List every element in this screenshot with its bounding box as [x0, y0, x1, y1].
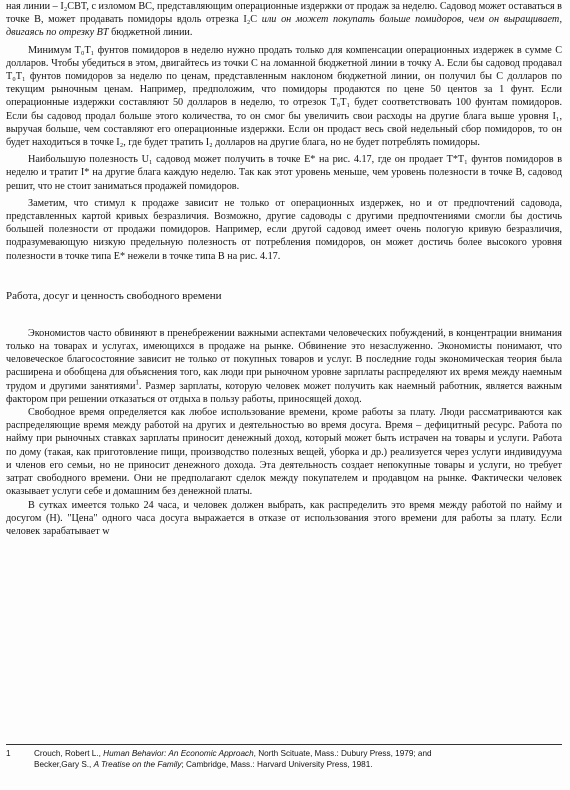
section-paragraph-1 [6, 327, 562, 406]
section-heading: Работа, досуг и ценность свободного времени [6, 289, 222, 302]
footnote-line-1 [6, 748, 562, 759]
footnote-publisher-2: ; Cambridge, Mass.: Harvard University Press, 1981. [181, 760, 373, 769]
footnote [6, 744, 562, 770]
top-line-italic: или он может покупать больше помидоров, чем он выращивает, двигаясь по отрезку BT [6, 14, 563, 39]
footnote-publisher-1: , North Scituate, Mass.: Dubury Press, 1979; and [253, 749, 432, 758]
footnote-title-1: Human Behavior: An Economic Approach [103, 749, 254, 758]
section-paragraph-1-text-end: . Размер зарплаты, которую человек может получить как наемный работник, является важным фактором при решении отказаться от отдыха в пользу работы, приносящей доход. [6, 380, 563, 405]
top-paragraph-continued [6, 0, 562, 40]
footnote-number: 1 [6, 749, 11, 758]
section-paragraph-1-text: Экономистов часто обвиняют в пренебрежении важными аспектами человеческих побуждений, в концентрации внимания только на товарах и услугах, имеющихся в продаже на рынке. Обвинение это незаслуженно. Экономисты понимают, что человеческое благосостояние зависит не только от покупных товаров и услуг. В последние годы экономическая теория была расширена и обобщена для объяснения того, как люди при рыночном уровне зарплаты распределяют их время между наемным трудом и другими занятиями [6, 327, 562, 392]
footnote-author-1: Crouch, Robert L., [34, 749, 104, 758]
paragraph-1: Минимум T₀T₁ фунтов помидоров в неделю нужно продать только для компенсации операционных издержек в сумме C долларов. Чтобы убедиться в этом, двигайтесь из точки C на ломанной бюджетной линии в точку A. Если бы садовод продавал T₀T₁ фунтов помидоров за неделю по ценам, представленным наклоном бюджетной линии, он получил бы C долларов по текущим рыночным ценам. Например, предположим, что помидоры продаются по цене 50 центов за 1 фунт. Если операционные издержки составляют 50 долларов в неделю, то отрезок T₀T₁ будет соответствовать 100 фунтам помидоров. Если бы садовод продал больше этого количества, то он смог бы увеличить свои расходы на другие блага выше уровня I₁, выручая больше, чем составляют его операционные издержки. Если он продаст весь свой недельный сбор помидоров, то он будет находиться в точке I₂, где будет тратить I₂ долларов на другие блага, но не будет потреблять помидоры. [6, 44, 562, 149]
footnote-reference[interactable]: 1 [135, 378, 139, 387]
paragraph-2: Наибольшую полезность U₁ садовод может получить в точке E* на рис. 4.17, где он продает T*T₁ фунтов помидоров в неделю и тратит I* на другие блага каждую неделю. Так как этот уровень меньше, чем уровень полезности в точке B, садовод решит, что не стоит заниматься продажей помидоров. [6, 154, 562, 192]
paragraph-3: Заметим, что стимул к продаже зависит не только от операционных издержек, но и от предпочтений садовода, представленных картой кривых безразличия. Возможно, другие садоводы с другими предпочтениями смогли бы достичь большей полезности от продажи помидоров. Например, если другой садовод имеет очень пологую кривую безразличия, подразумевающую низкую предельную полезность от потребления помидоров, он может достичь более высокого уровня полезности в точке типа E* нежели в точке типа B на рис. 4.17. [6, 197, 562, 262]
section-paragraph-2: Свободное время определяется как любое использование времени, кроме работы за плату. Люди рассматриваются как распределяющие время между работой на других и деятельностью во время досуга. Время – дефицитный ресурс. Работа по найму при рыночных ставках зарплаты приносит денежный доход, который может быть истрачен на товары и услуги. Работа по дому (такая, как приготовление пищи, производство полезных вещей, уборка и др.) реализуется через услуги индивидуума и членов его семьи, но не приносит денежного дохода. Эта деятельность создает непокупные товары и услуги, но требует затрат свободного времени. Они не предполагают сделок между покупателем и продавцом на рынке. Фактически человек оказывает услуги себе и домашним без денежной платы. [6, 407, 562, 498]
footnote-author-2: Becker,Gary S., [34, 760, 94, 769]
footnote-line-2 [6, 759, 562, 770]
section-paragraph-3: В сутках имеется только 24 часа, и человек должен выбрать, как распределить это время между работой по найму и досугом (H). "Цена" одного часа досуга выражается в отказе от использования этого времени для работы за плату. Если человек зарабатывает w [6, 499, 562, 537]
footnote-title-2: A Treatise on the Family [93, 760, 182, 769]
top-line-text: ная линии – I₂CBT, с изломом BC, представляющим операционные издержки от продаж за неделю. Садовод может оставаться в точке B, может продавать помидоры вдоль отрезка I₂C [6, 1, 562, 26]
top-line-end: бюджетной линии. [111, 27, 193, 39]
